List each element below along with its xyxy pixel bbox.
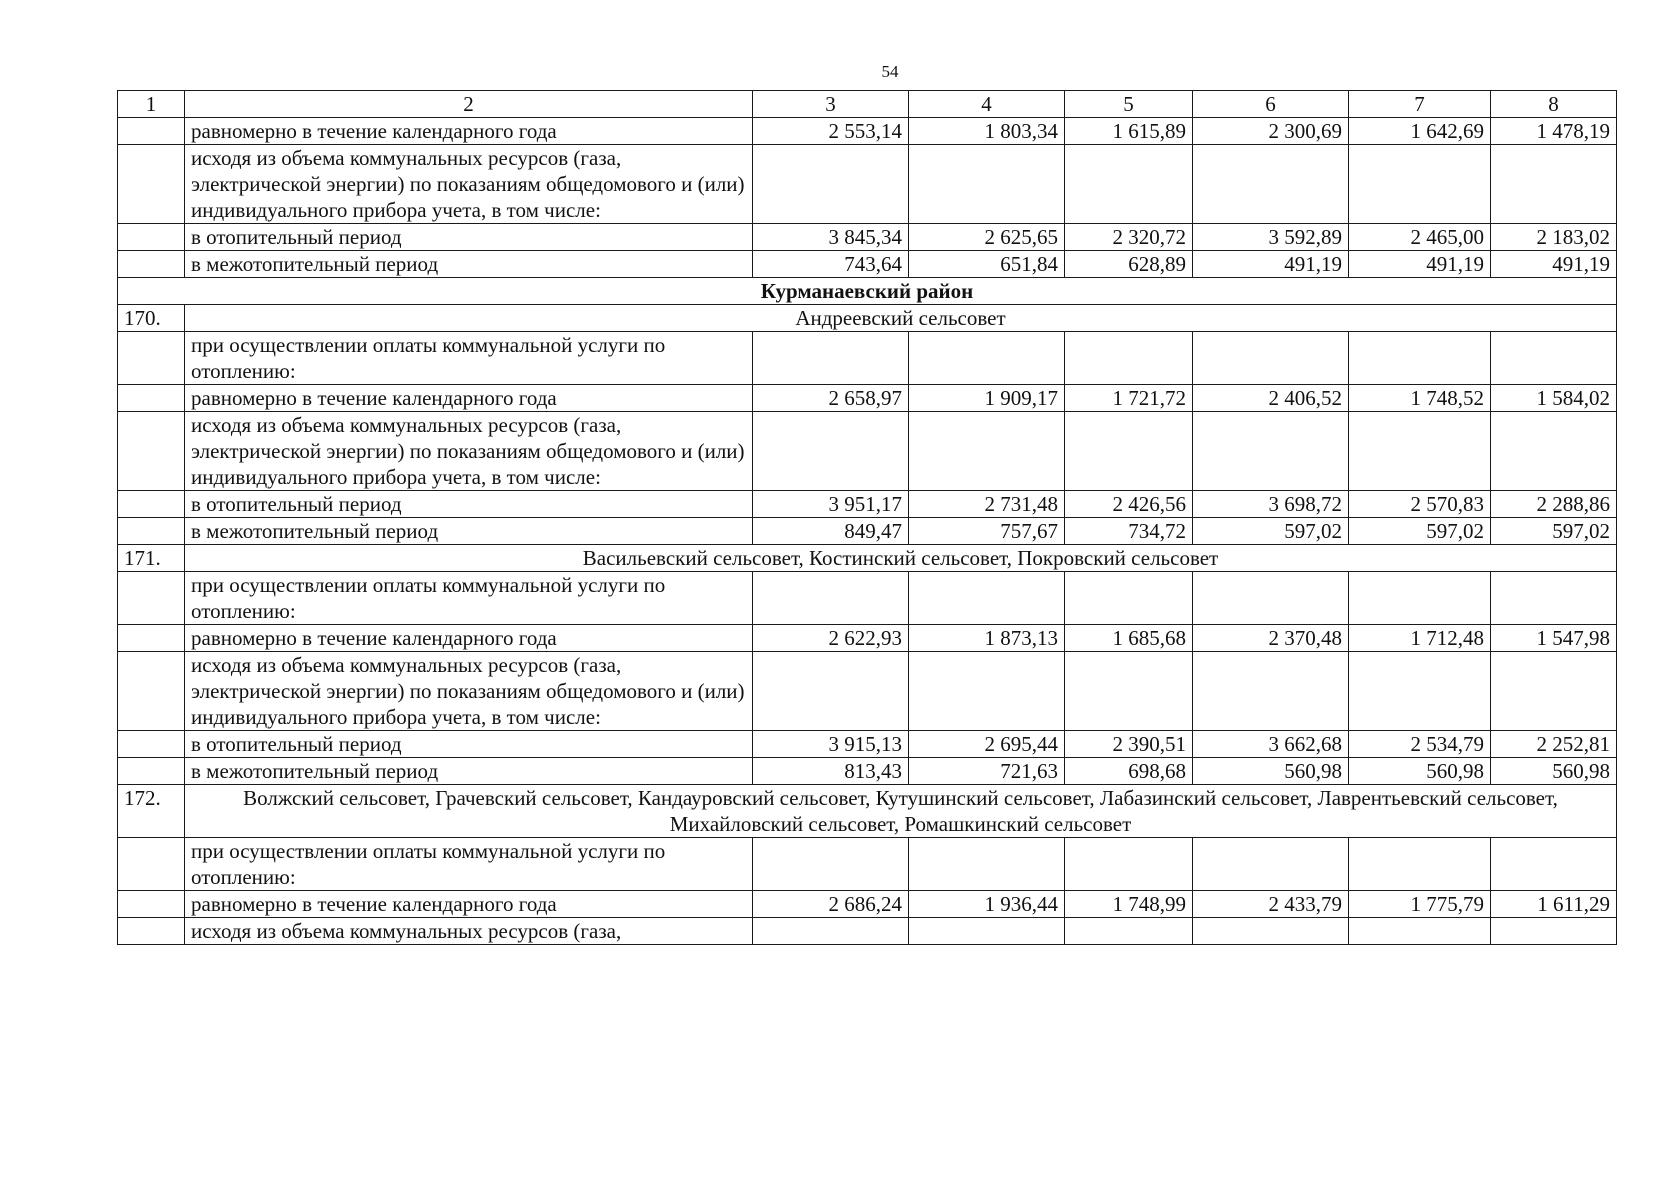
value-cell: 2 658,97 <box>753 385 909 412</box>
value-cell: 1 478,19 <box>1491 118 1617 145</box>
value-cell <box>1193 332 1349 385</box>
row-label: в отопительный период <box>185 224 753 251</box>
value-cell <box>909 572 1065 625</box>
value-cell: 3 845,34 <box>753 224 909 251</box>
value-cell <box>1065 145 1193 224</box>
row-label: в межотопительный период <box>185 758 753 785</box>
value-cell: 3 662,68 <box>1193 731 1349 758</box>
value-cell <box>753 652 909 731</box>
row-index-empty <box>118 918 185 945</box>
value-cell <box>753 918 909 945</box>
row-label: исходя из объема коммунальных ресурсов (газа, электрической энергии) по показаниям общедомового и (или) индивидуального прибора учета, в том числе: <box>185 145 753 224</box>
table-row <box>118 332 1617 385</box>
table-row <box>118 838 1617 891</box>
page-number: 54 <box>881 62 899 81</box>
value-cell <box>1065 838 1193 891</box>
value-cell <box>1491 572 1617 625</box>
table-row <box>118 305 1617 332</box>
row-label: равномерно в течение календарного года <box>185 625 753 652</box>
table-row <box>118 652 1617 731</box>
value-cell <box>1065 412 1193 491</box>
value-cell: 743,64 <box>753 251 909 278</box>
value-cell: 1 909,17 <box>909 385 1065 412</box>
value-cell: 2 183,02 <box>1491 224 1617 251</box>
row-index-empty <box>118 385 185 412</box>
section-title: Васильевский сельсовет, Костинский сельсовет, Покровский сельсовет <box>185 545 1617 572</box>
row-label: при осуществлении оплаты коммунальной услуги по отоплению: <box>185 572 753 625</box>
value-cell: 3 951,17 <box>753 491 909 518</box>
value-cell: 1 611,29 <box>1491 891 1617 918</box>
value-cell: 597,02 <box>1491 518 1617 545</box>
table-row <box>118 625 1617 652</box>
value-cell <box>1491 412 1617 491</box>
row-index: 170. <box>118 305 185 332</box>
value-cell: 1 775,79 <box>1349 891 1491 918</box>
row-label: исходя из объема коммунальных ресурсов (газа, электрической энергии) по показаниям общедомового и (или) индивидуального прибора учета, в том числе: <box>185 652 753 731</box>
value-cell: 3 592,89 <box>1193 224 1349 251</box>
value-cell: 2 570,83 <box>1349 491 1491 518</box>
value-cell: 849,47 <box>753 518 909 545</box>
value-cell: 2 406,52 <box>1193 385 1349 412</box>
value-cell <box>1349 412 1491 491</box>
header-cell: 5 <box>1065 91 1193 118</box>
value-cell <box>1349 145 1491 224</box>
row-label: в межотопительный период <box>185 251 753 278</box>
value-cell: 2 622,93 <box>753 625 909 652</box>
value-cell: 1 936,44 <box>909 891 1065 918</box>
value-cell: 3 915,13 <box>753 731 909 758</box>
value-cell: 813,43 <box>753 758 909 785</box>
row-label: равномерно в течение календарного года <box>185 118 753 145</box>
value-cell: 3 698,72 <box>1193 491 1349 518</box>
value-cell: 721,63 <box>909 758 1065 785</box>
value-cell <box>753 332 909 385</box>
row-index-empty <box>118 731 185 758</box>
value-cell <box>1349 918 1491 945</box>
table-row <box>118 278 1617 305</box>
row-index-empty <box>118 572 185 625</box>
row-label: при осуществлении оплаты коммунальной услуги по отоплению: <box>185 332 753 385</box>
value-cell <box>753 572 909 625</box>
value-cell: 1 748,52 <box>1349 385 1491 412</box>
value-cell <box>909 652 1065 731</box>
header-cell: 7 <box>1349 91 1491 118</box>
row-index-empty <box>118 412 185 491</box>
value-cell: 2 300,69 <box>1193 118 1349 145</box>
value-cell: 1 547,98 <box>1491 625 1617 652</box>
value-cell: 698,68 <box>1065 758 1193 785</box>
row-label: в межотопительный период <box>185 518 753 545</box>
value-cell <box>1065 652 1193 731</box>
value-cell <box>1491 838 1617 891</box>
table-row <box>118 518 1617 545</box>
value-cell: 1 642,69 <box>1349 118 1491 145</box>
row-index-empty <box>118 251 185 278</box>
value-cell <box>1065 332 1193 385</box>
table-row <box>118 918 1617 945</box>
value-cell: 1 748,99 <box>1065 891 1193 918</box>
value-cell <box>1491 145 1617 224</box>
value-cell <box>1065 918 1193 945</box>
value-cell <box>1193 412 1349 491</box>
row-index-empty <box>118 332 185 385</box>
value-cell: 2 320,72 <box>1065 224 1193 251</box>
table-row <box>118 891 1617 918</box>
table-row <box>118 758 1617 785</box>
value-cell: 491,19 <box>1349 251 1491 278</box>
row-index-empty <box>118 518 185 545</box>
header-cell: 3 <box>753 91 909 118</box>
value-cell: 1 803,34 <box>909 118 1065 145</box>
value-cell: 597,02 <box>1349 518 1491 545</box>
value-cell: 2 252,81 <box>1491 731 1617 758</box>
row-index-empty <box>118 145 185 224</box>
tariff-table <box>117 90 1617 945</box>
table-row <box>118 385 1617 412</box>
value-cell: 491,19 <box>1193 251 1349 278</box>
value-cell: 597,02 <box>1193 518 1349 545</box>
table-row <box>118 731 1617 758</box>
value-cell: 2 433,79 <box>1193 891 1349 918</box>
table-row <box>118 251 1617 278</box>
value-cell <box>753 145 909 224</box>
table-row <box>118 545 1617 572</box>
table-row <box>118 224 1617 251</box>
value-cell: 651,84 <box>909 251 1065 278</box>
row-index-empty <box>118 118 185 145</box>
row-label: равномерно в течение календарного года <box>185 385 753 412</box>
header-cell: 1 <box>118 91 185 118</box>
value-cell: 757,67 <box>909 518 1065 545</box>
value-cell: 1 584,02 <box>1491 385 1617 412</box>
value-cell <box>909 918 1065 945</box>
row-index-empty <box>118 758 185 785</box>
value-cell: 2 695,44 <box>909 731 1065 758</box>
row-index-empty <box>118 224 185 251</box>
value-cell: 1 712,48 <box>1349 625 1491 652</box>
value-cell <box>1349 332 1491 385</box>
value-cell: 560,98 <box>1349 758 1491 785</box>
row-index-empty <box>118 491 185 518</box>
row-label: в отопительный период <box>185 491 753 518</box>
row-label: исходя из объема коммунальных ресурсов (газа, электрической энергии) по показаниям общедомового и (или) индивидуального прибора учета, в том числе: <box>185 412 753 491</box>
value-cell: 1 721,72 <box>1065 385 1193 412</box>
value-cell: 2 553,14 <box>753 118 909 145</box>
value-cell: 2 534,79 <box>1349 731 1491 758</box>
value-cell <box>1193 652 1349 731</box>
value-cell: 2 731,48 <box>909 491 1065 518</box>
value-cell <box>1491 918 1617 945</box>
value-cell: 2 390,51 <box>1065 731 1193 758</box>
table-row <box>118 145 1617 224</box>
table-row <box>118 572 1617 625</box>
value-cell: 628,89 <box>1065 251 1193 278</box>
header-cell: 6 <box>1193 91 1349 118</box>
value-cell <box>1491 332 1617 385</box>
row-index-empty <box>118 625 185 652</box>
header-row <box>118 91 1617 118</box>
row-label: исходя из объема коммунальных ресурсов (газа, <box>185 918 753 945</box>
table-row <box>118 785 1617 838</box>
district-title: Курманаевский район <box>118 278 1617 305</box>
section-title: Волжский сельсовет, Грачевский сельсовет, Кандауровский сельсовет, Кутушинский сельсовет, Лабазинский сельсовет, Лаврентьевский сельсовет, Михайловский сельсовет, Ромашкинский сельсовет <box>185 785 1617 838</box>
value-cell <box>1193 838 1349 891</box>
value-cell: 1 615,89 <box>1065 118 1193 145</box>
row-index: 171. <box>118 545 185 572</box>
value-cell <box>1193 918 1349 945</box>
value-cell <box>909 838 1065 891</box>
table-row <box>118 118 1617 145</box>
header-cell: 2 <box>185 91 753 118</box>
value-cell: 2 686,24 <box>753 891 909 918</box>
table-row <box>118 412 1617 491</box>
value-cell <box>1349 838 1491 891</box>
value-cell: 2 625,65 <box>909 224 1065 251</box>
row-index-empty <box>118 891 185 918</box>
table-row <box>118 491 1617 518</box>
value-cell <box>1349 572 1491 625</box>
row-label: в отопительный период <box>185 731 753 758</box>
value-cell <box>753 838 909 891</box>
row-label: равномерно в течение календарного года <box>185 891 753 918</box>
row-index-empty <box>118 652 185 731</box>
row-index: 172. <box>118 785 185 838</box>
value-cell: 1 685,68 <box>1065 625 1193 652</box>
value-cell <box>909 412 1065 491</box>
value-cell <box>753 412 909 491</box>
value-cell: 2 426,56 <box>1065 491 1193 518</box>
header-cell: 4 <box>909 91 1065 118</box>
row-index-empty <box>118 838 185 891</box>
value-cell: 560,98 <box>1491 758 1617 785</box>
value-cell <box>1491 652 1617 731</box>
value-cell: 2 288,86 <box>1491 491 1617 518</box>
value-cell <box>909 332 1065 385</box>
section-title: Андреевский сельсовет <box>185 305 1617 332</box>
value-cell: 1 873,13 <box>909 625 1065 652</box>
row-label: при осуществлении оплаты коммунальной услуги по отоплению: <box>185 838 753 891</box>
value-cell: 491,19 <box>1491 251 1617 278</box>
header-cell: 8 <box>1491 91 1617 118</box>
value-cell: 560,98 <box>1193 758 1349 785</box>
value-cell <box>1193 145 1349 224</box>
value-cell <box>1065 572 1193 625</box>
value-cell <box>909 145 1065 224</box>
value-cell <box>1193 572 1349 625</box>
value-cell: 734,72 <box>1065 518 1193 545</box>
value-cell <box>1349 652 1491 731</box>
value-cell: 2 465,00 <box>1349 224 1491 251</box>
value-cell: 2 370,48 <box>1193 625 1349 652</box>
